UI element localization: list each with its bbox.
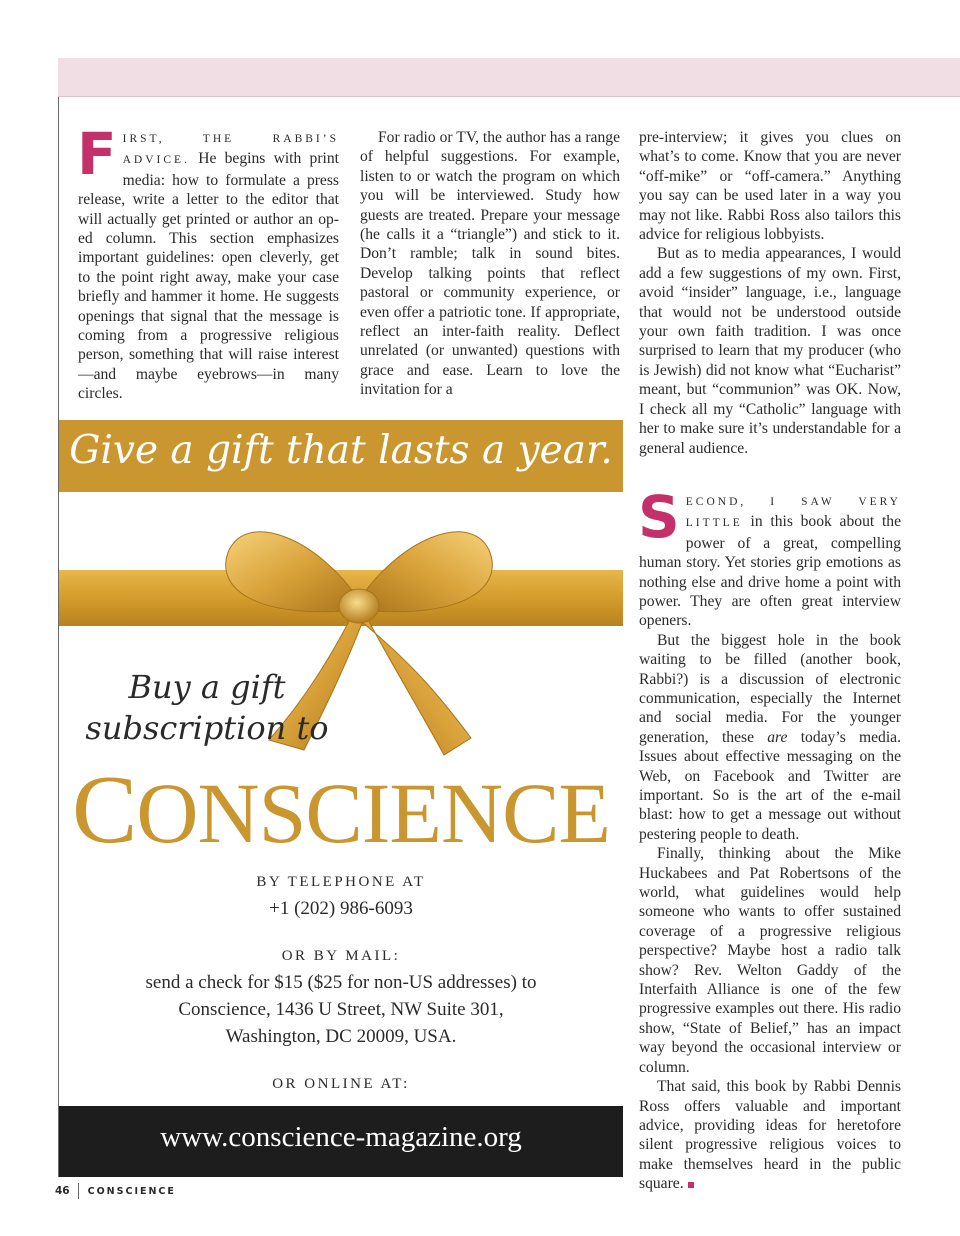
paragraph (77, 120, 339, 404)
brand-initial: C (72, 756, 137, 864)
paragraph-text: He begins with print media: how to formulate a press release, write a letter to the editor that will actually get printed or author an op-ed column. This section emphasizes important guidelines: open cleverly, get to the point right away, make your case briefly and hammer it home. He suggests openings that signal that the message is coming from a progressive religious person, something that will raise interest—and maybe eyebrows—in many circles. (78, 150, 339, 403)
buy-line-2: subscription to (85, 709, 329, 747)
end-mark-icon (688, 1182, 694, 1188)
lead-in: ECOND, I SAW VERY LITTLE (685, 495, 901, 530)
paragraph (639, 1077, 901, 1193)
brand-rest: ONSCIENCE (136, 765, 610, 861)
paragraph: But as to media appearances, I would add a few suggestions of my own. First, avoid “insider” language, i.e., language that would not be understood outside your own faith tradition. I was once surprised to learn that my producer (who is Jewish) did not know what “Eucharist” meant, but “communion” was OK. Now, I check all my “Catholic” language with her to make sure it’s understandable for a general audience. (639, 245, 901, 457)
phone-label: BY TELEPHONE AT (256, 874, 426, 890)
paragraph (638, 482, 901, 631)
ribbon-bow-icon (209, 500, 509, 800)
paragraph: pre-interview; it gives you clues on what’s to come. Know that you are never “off-mike” or “off-camera.” Anything you say can be used later in a way you may not like. Rabbi Ross also tailors this advice for religious lobbyists. (639, 129, 901, 244)
ad-footer-bar (59, 1106, 623, 1177)
online-label: OR ONLINE AT: (272, 1076, 410, 1092)
paragraph-text: in this book about the power of a great, compelling human story. Yet stories grip emotions as nothing else and drive home a point with power. They are often great interview openers. (639, 513, 901, 630)
buy-line-1: Buy a gift (128, 668, 286, 706)
drop-cap: F (77, 120, 117, 188)
article-column-3 (639, 128, 901, 1194)
mail-label: OR BY MAIL: (281, 948, 401, 964)
page-footer (55, 1182, 176, 1200)
article-column-1 (77, 120, 339, 404)
emphasis: are (767, 728, 788, 746)
paragraph: For radio or TV, the author has a range of helpful suggestions. For example, listen to or watch the program on which you will be interviewed. Study how guests are treated. Prepare your message (he calls it a “triangle”) and stick to it. Don’t ramble; talk in sound bites. Develop talking points that reflect pastoral or community experience, or even offer a patriotic tone. If appropriate, reflect an inter-faith reality. Deflect unrelated (or unwanted) questions with grace and ease. Learn to love the invitation for a (360, 129, 620, 399)
article-column-2 (360, 128, 620, 400)
paragraph (639, 631, 901, 844)
paragraph: Finally, thinking about the Mike Huckabees and Pat Robertsons of the world, what guidelines would help someone who wants to offer sustained coverage of a progressive religious perspective? Maybe host a radio talk show? Rev. Welton Gaddy of the Interfaith Alliance is one of the few progressive examples out there. His radio show, “State of Belief,” has an impact way beyond the occasional interview or column. (639, 845, 901, 1076)
phone-number: +1 (202) 986-6093 (269, 898, 413, 919)
ad-headline: Give a gift that lasts a year. (69, 428, 613, 473)
subscription-ad (59, 420, 623, 1177)
mail-line-2: Conscience, 1436 U Street, NW Suite 301, (178, 999, 504, 1020)
buy-gift-text (77, 667, 337, 749)
drop-cap: S (638, 482, 680, 551)
paragraph-text: But the biggest hole in the book waiting to be filled (another book, Rabbi?) is a discussion of electronic communication, especially the Internet and social media. For the younger generation, these (639, 631, 901, 746)
ad-header-bar (59, 420, 623, 492)
paragraph-text: That said, this book by Rabbi Dennis Ross offers valuable and important advice, providing ideas for heretofore silent progressive religious voices to make themselves heard in the public square. (639, 1078, 901, 1193)
website-url[interactable]: www.conscience-magazine.org (160, 1121, 522, 1153)
lead-in: IRST, THE RABBI’S ADVICE. (122, 133, 339, 167)
brand-wordmark (59, 756, 623, 864)
paragraph-text: today’s media. Issues about effective messaging on the Web, on Facebook and Twitter are important. So is the art of the e-mail blast: how to get a message out without pestering people to death. (639, 728, 902, 843)
page-number: 46 (55, 1185, 70, 1197)
publication-name: CONSCIENCE (87, 1185, 176, 1197)
mail-line-1: send a check for $15 ($25 for non-US addresses) to (145, 972, 537, 993)
mail-line-3: Washington, DC 20009, USA. (225, 1026, 457, 1047)
header-band (58, 58, 960, 97)
